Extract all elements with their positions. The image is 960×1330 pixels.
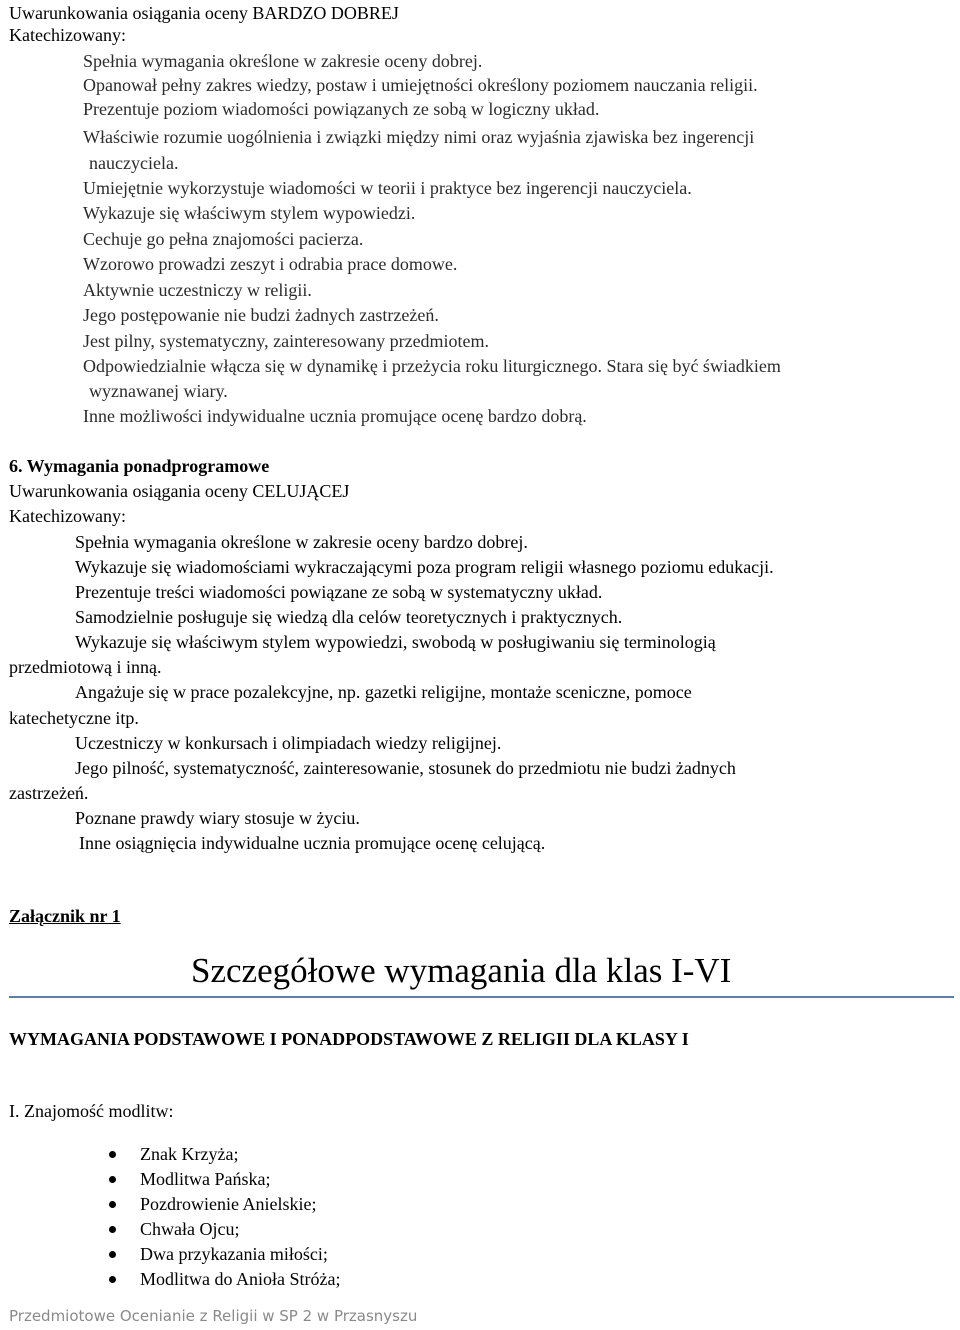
grade-heading-excellent: Uwarunkowania osiągania oceny CELUJĄCEJ [9,481,350,501]
requirement-line: Uczestniczy w konkursach i olimpiadach wiedzy religijnej. [75,733,502,753]
requirement-line: Wykazuje się właściwym stylem wypowiedzi, swobodą w posługiwaniu się terminologią [75,632,716,652]
grade-level-heading: WYMAGANIA PODSTAWOWE I PONADPODSTAWOWE Z RELIGII DLA KLASY I [9,1029,689,1049]
bullet-icon [109,1201,116,1208]
requirement-line: Jego postępowanie nie budzi żadnych zastrzeżeń. [83,305,439,325]
requirement-line: Inne osiągnięcia indywidualne ucznia promujące ocenę celującą. [79,833,546,853]
bullet-icon [109,1276,116,1283]
requirement-line: Cechuje go pełna znajomości pacierza. [83,229,364,249]
bullet-icon [109,1176,116,1183]
pupil-label: Katechizowany: [9,506,126,526]
requirement-line: Spełnia wymagania określone w zakresie oceny dobrej. [83,51,483,71]
requirement-line: Odpowiedzialnie włącza się w dynamikę i przeżycia roku liturgicznego. Stara się być świadkiem [83,356,781,376]
requirement-line: Wykazuje się właściwym stylem wypowiedzi. [83,203,416,223]
requirement-line: Prezentuje poziom wiadomości powiązanych ze sobą w logiczny układ. [83,99,600,119]
prayer-list-heading: I. Znajomość modlitw: [9,1101,174,1121]
grade-heading-very-good: Uwarunkowania osiągania oceny BARDZO DOBREJ [9,3,399,23]
requirement-line: Prezentuje treści wiadomości powiązane ze sobą w systematyczny układ. [75,582,603,602]
requirement-line: Spełnia wymagania określone w zakresie oceny bardzo dobrej. [75,532,528,552]
requirement-line-continuation: katechetyczne itp. [9,708,139,728]
pupil-label: Katechizowany: [9,25,126,45]
title-divider [9,996,954,998]
requirement-line: Umiejętnie wykorzystuje wiadomości w teorii i praktyce bez ingerencji nauczyciela. [83,178,692,198]
section-title: 6. Wymagania ponadprogramowe [9,456,270,476]
requirement-line: Angażuje się w prace pozalekcyjne, np. gazetki religijne, montaże sceniczne, pomoce [75,682,692,702]
requirement-line: Właściwie rozumie uogólnienia i związki między nimi oraz wyjaśnia zjawiska bez ingerencji [83,127,755,147]
bullet-icon [109,1251,116,1258]
requirement-line: Samodzielnie posługuje się wiedzą dla celów teoretycznych i praktycznych. [75,607,623,627]
requirement-line-continuation: wyznawanej wiary. [89,381,228,401]
bullet-icon [109,1151,116,1158]
requirement-line: Wzorowo prowadzi zeszyt i odrabia prace domowe. [83,254,458,274]
requirement-line: Poznane prawdy wiary stosuje w życiu. [75,808,360,828]
page-footer: Przedmiotowe Ocenianie z Religii w SP 2 w Przasnyszu [9,1307,418,1325]
bullet-icon [109,1226,116,1233]
annex-title: Szczegółowe wymagania dla klas I-VI [191,951,732,990]
requirement-line: Jego pilność, systematyczność, zainteresowanie, stosunek do przedmiotu nie budzi żadnych [75,758,736,778]
requirement-line-continuation: nauczyciela. [89,153,179,173]
requirement-line-continuation: przedmiotową i inną. [9,657,162,677]
requirement-line: Inne możliwości indywidualne ucznia promujące ocenę bardzo dobrą. [83,406,587,426]
requirement-line: Opanował pełny zakres wiedzy, postaw i umiejętności określony poziomem nauczania religii. [83,75,758,95]
requirement-line: Jest pilny, systematyczny, zainteresowany przedmiotem. [83,331,490,351]
requirement-line: Wykazuje się wiadomościami wykraczającymi poza program religii własnego poziomu edukacji. [75,557,774,577]
requirement-line: Aktywnie uczestniczy w religii. [83,280,312,300]
requirement-line-continuation: zastrzeżeń. [9,783,89,803]
annex-label: Załącznik nr 1 [9,906,121,926]
